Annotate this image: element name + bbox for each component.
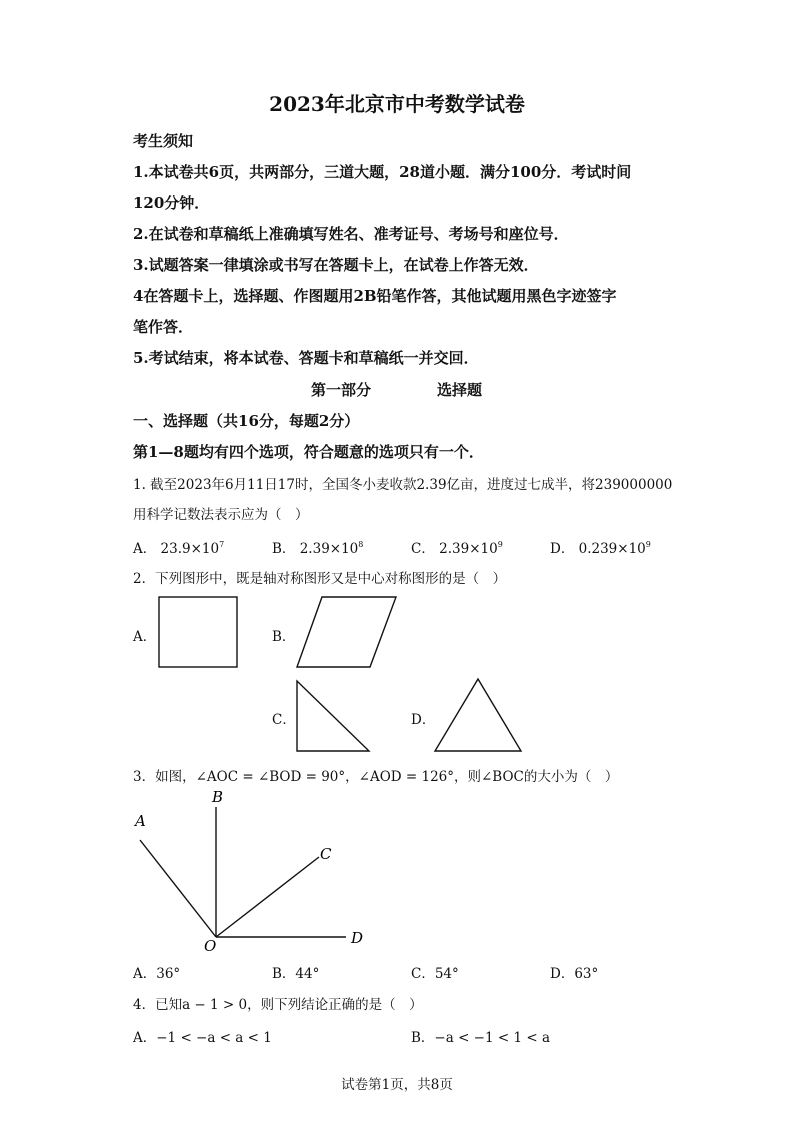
- point-b-label: B: [212, 788, 224, 806]
- q1-option-c: C． $2.39\times 10^9$: [411, 540, 503, 557]
- page-footer: 试卷第1页，共8页: [341, 1077, 453, 1093]
- q2-option-c-label: C．: [272, 712, 296, 728]
- q2-stem: 2．下列图形中，既是轴对称图形又是中心对称图形的是（ ）: [133, 571, 507, 587]
- notice-item-1: 1.本试卷共6页，共两部分，三道大题，28道小题．满分100分．考试时间: [133, 163, 632, 181]
- notice-item-3: 3.试题答案一律填涂或书写在答题卡上，在试卷上作答无效．: [133, 256, 539, 274]
- q4-option-b: B．−a < −1 < 1 < a: [411, 1030, 551, 1046]
- q3-stem: 3．如图，∠AOC = ∠BOD = 90°，∠AOD = 126°，则∠BOC的大小为（ ）: [133, 769, 619, 785]
- q1-option-d: D． $0.239\times 10^9$: [550, 540, 651, 557]
- point-d-label: D: [351, 929, 364, 947]
- q4-option-a: A．−1 < −a < a < 1: [133, 1030, 272, 1046]
- notice-item-2: 2.在试卷和草稿纸上准确填写姓名、准考证号、考场号和座位号．: [133, 225, 569, 243]
- q2-equilateral-triangle-figure: [434, 678, 522, 752]
- ray-oa: [140, 840, 216, 937]
- parallelogram-shape: [297, 597, 396, 667]
- q2-parallelogram-figure: [296, 596, 398, 668]
- q3-option-b: B．44°: [272, 966, 320, 982]
- q2-option-b-label: B．: [272, 629, 296, 645]
- ray-oc: [216, 857, 319, 937]
- point-o-label: O: [204, 937, 217, 955]
- q1-option-a: A． $23.9\times 10^7$: [133, 540, 225, 557]
- notice-heading: 考生须知: [133, 132, 194, 150]
- q4-stem: 4．已知a − 1 > 0，则下列结论正确的是（ ）: [133, 997, 423, 1013]
- q2-right-triangle-figure: [296, 680, 370, 752]
- right-triangle-shape: [297, 681, 369, 751]
- notice-item-5: 5.考试结束，将本试卷、答题卡和草稿纸一并交回．: [133, 349, 479, 367]
- q1-stem-line2: 用科学记数法表示应为（ ）: [133, 507, 309, 523]
- page-title: 2023年北京市中考数学试卷: [269, 92, 525, 116]
- point-a-label: A: [135, 812, 146, 830]
- part-name: 第一部分: [311, 381, 372, 399]
- section-instruction: 第1—8题均有四个选项，符合题意的选项只有一个．: [133, 443, 484, 461]
- q3-angle-figure: [128, 785, 378, 955]
- point-c-label: C: [320, 845, 332, 863]
- q1-stem-line1: 1. 截至2023年6月11日17时，全国冬小麦收款2.39亿亩，进度过七成半，将239000000: [133, 477, 673, 493]
- section-heading: 一、选择题（共16分，每题2分）: [133, 412, 360, 430]
- q2-option-a-label: A．: [133, 629, 157, 645]
- square-shape: [159, 597, 237, 667]
- equilateral-triangle-shape: [435, 679, 521, 751]
- q3-option-c: C．54°: [411, 966, 459, 982]
- notice-item-4: 4在答题卡上，选择题、作图题用2B铅笔作答，其他试题用黑色字迹签字: [133, 287, 617, 305]
- notice-item-4-cont: 笔作答．: [133, 318, 194, 336]
- q2-square-figure: [158, 596, 238, 668]
- q2-option-d-label: D．: [411, 712, 436, 728]
- q3-option-a: A．36°: [133, 966, 181, 982]
- q3-option-d: D．63°: [550, 966, 599, 982]
- part-type: 选择题: [437, 381, 483, 399]
- notice-item-1-cont: 120分钟．: [133, 194, 210, 212]
- q1-option-b: B． $2.39\times 10^8$: [272, 540, 364, 557]
